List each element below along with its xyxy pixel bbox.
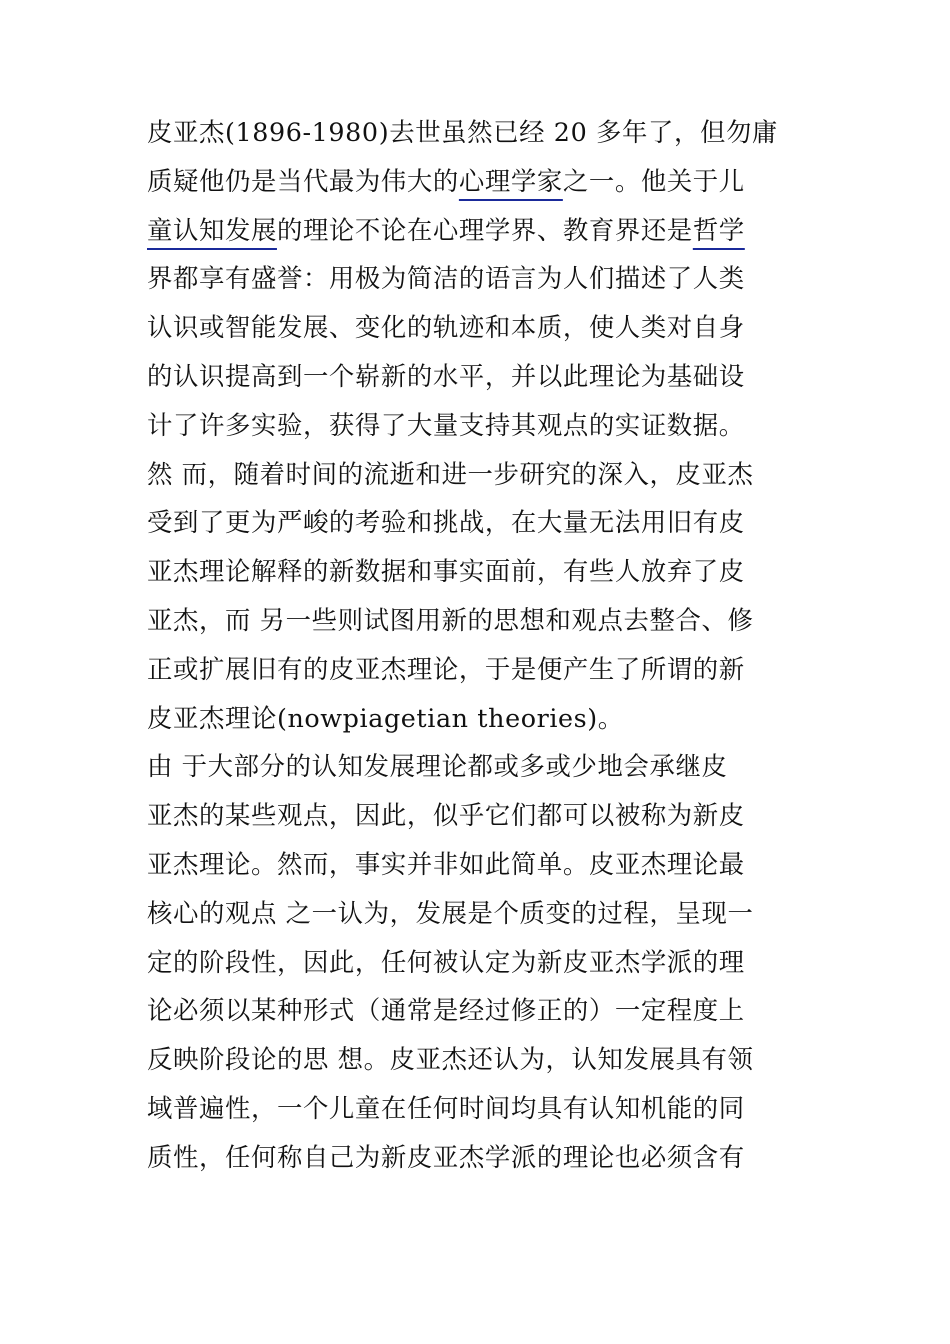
text-line: 由 于大部分的认知发展理论都或多或少地会承继皮 bbox=[147, 751, 728, 782]
text-line: 核心的观点 之一认为，发展是个质变的过程，呈现一 bbox=[147, 897, 754, 928]
text-line: 亚杰理论解释的新数据和事实面前，有些人放弃了皮 bbox=[147, 556, 745, 587]
text-line bbox=[147, 157, 809, 206]
text-line: 正或扩展旧有的皮亚杰理论，于是便产生了所谓的新 bbox=[147, 653, 745, 684]
text-line: 反映阶段论的思 想。皮亚杰还认为，认知发展具有领 bbox=[147, 1044, 754, 1075]
text-line: 皮亚杰(1896-1980)去世虽然已经 20 多年了，但勿庸 bbox=[147, 117, 778, 147]
paragraph-1 bbox=[147, 108, 809, 450]
link-philosophy[interactable]: 哲学 bbox=[692, 214, 745, 245]
text-span: 质疑他仍是当代最为伟大的 bbox=[147, 165, 459, 196]
text-line: 亚杰，而 另一些则试图用新的思想和观点去整合、修 bbox=[147, 604, 754, 635]
link-psychologist[interactable]: 心理学家 bbox=[458, 165, 563, 196]
text-line: 计了许多实验，获得了大量支持其观点的实证数据。 bbox=[147, 409, 745, 440]
text-line: 亚杰理论。然而，事实并非如此简单。皮亚杰理论最 bbox=[147, 848, 745, 879]
text-span: 的理论不论在心理学界、教育界还是 bbox=[276, 214, 693, 245]
text-line: 域普遍性，一个儿童在任何时间均具有认知机能的同 bbox=[147, 1092, 745, 1123]
text-line: 认识或智能发展、变化的轨迹和本质，使人类对自身 bbox=[147, 312, 745, 343]
text-line: 受到了更为严峻的考验和挑战，在大量无法用旧有皮 bbox=[147, 507, 745, 538]
text-line: 的认识提高到一个崭新的水平，并以此理论为基础设 bbox=[147, 360, 745, 391]
text-line bbox=[147, 206, 809, 255]
link-child-cognitive-development[interactable]: 童认知发展 bbox=[147, 214, 277, 245]
text-line: 论必须以某种形式（通常是经过修正的）一定程度上 bbox=[147, 995, 745, 1026]
text-line: 皮亚杰理论(nowpiagetian theories)。 bbox=[147, 702, 624, 733]
text-span: 之一。他关于儿 bbox=[562, 165, 745, 196]
paragraph-2 bbox=[147, 450, 809, 743]
text-line: 质性，任何称自己为新皮亚杰学派的理论也必须含有 bbox=[147, 1141, 745, 1172]
document-body bbox=[147, 108, 809, 1182]
paragraph-3 bbox=[147, 742, 809, 1181]
text-line: 定的阶段性，因此，任何被认定为新皮亚杰学派的理 bbox=[147, 946, 745, 977]
text-line: 然 而，随着时间的流逝和进一步研究的深入，皮亚杰 bbox=[147, 458, 754, 489]
text-line: 界都享有盛誉：用极为简洁的语言为人们描述了人类 bbox=[147, 263, 745, 294]
text-line: 亚杰的某些观点，因此，似乎它们都可以被称为新皮 bbox=[147, 800, 745, 831]
